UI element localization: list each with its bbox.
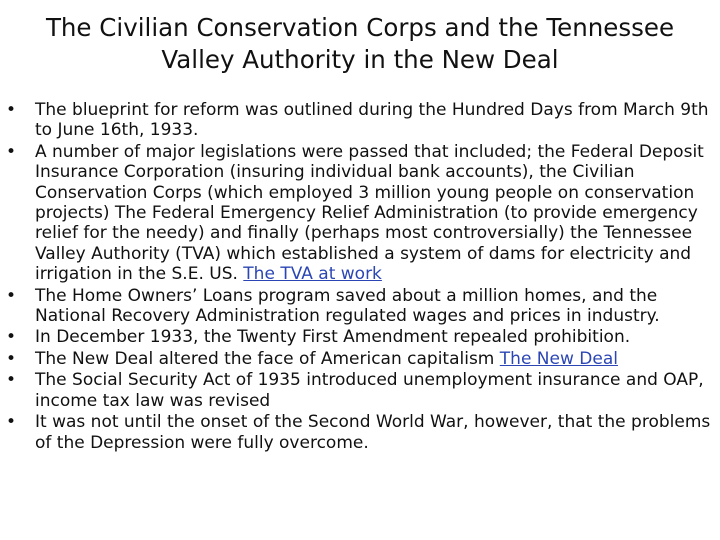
link-the-new-deal[interactable]: The New Deal xyxy=(499,348,618,369)
bullet-text: A number of major legislations were passed that included; the Federal Deposit Insurance Corporation (insuring individual bank accounts), the Civilian Conservation Corps (which employed 3 million young people on conservation projects) The Federal Emergency Relief Administration (to provide emergency relief for the needy) and finally (perhaps most controversially) the Tennessee Valley Authority (TVA) which established a system of dams for electricity and irrigation in the S.E. US. xyxy=(35,141,704,285)
bullet-text: The blueprint for reform was outlined during the Hundred Days from March 9th to June 16th, 1933. xyxy=(35,100,709,141)
bullet-dot-icon: • xyxy=(5,285,17,306)
bullet-dot-icon: • xyxy=(5,348,17,369)
bullet-text: The Home Owners’ Loans program saved about a million homes, and the National Recovery Administration regulated wages and prices in industry. xyxy=(35,285,660,327)
bullet-dot-icon: • xyxy=(5,327,17,348)
bullet-item-6 xyxy=(0,370,716,411)
bullet-item-1 xyxy=(0,100,716,141)
bullet-item-4 xyxy=(0,327,716,347)
bullet-text: It was not until the onset of the Second World War, however, that the problems of the Depression were fully overcome. xyxy=(35,412,711,453)
bullet-item-2 xyxy=(0,142,716,285)
bullet-item-3 xyxy=(0,286,716,327)
bullet-list xyxy=(0,100,716,454)
bullet-item-7 xyxy=(0,412,716,453)
bullet-text: The New Deal altered the face of American capitalism xyxy=(35,348,500,369)
bullet-item-5 xyxy=(0,349,716,369)
bullet-dot-icon: • xyxy=(5,100,17,120)
slide-title: The Civilian Conservation Corps and the Tennessee Valley Authority in the New Deal xyxy=(45,13,675,74)
bullet-dot-icon: • xyxy=(5,370,17,391)
bullet-text: The Social Security Act of 1935 introduced unemployment insurance and OAP, income tax law was revised xyxy=(35,370,704,411)
link-tva-at-work[interactable]: The TVA at work xyxy=(243,264,382,285)
bullet-text: In December 1933, the Twenty First Amendment repealed prohibition. xyxy=(35,327,631,348)
bullet-dot-icon: • xyxy=(5,141,17,162)
bullet-dot-icon: • xyxy=(5,412,17,433)
